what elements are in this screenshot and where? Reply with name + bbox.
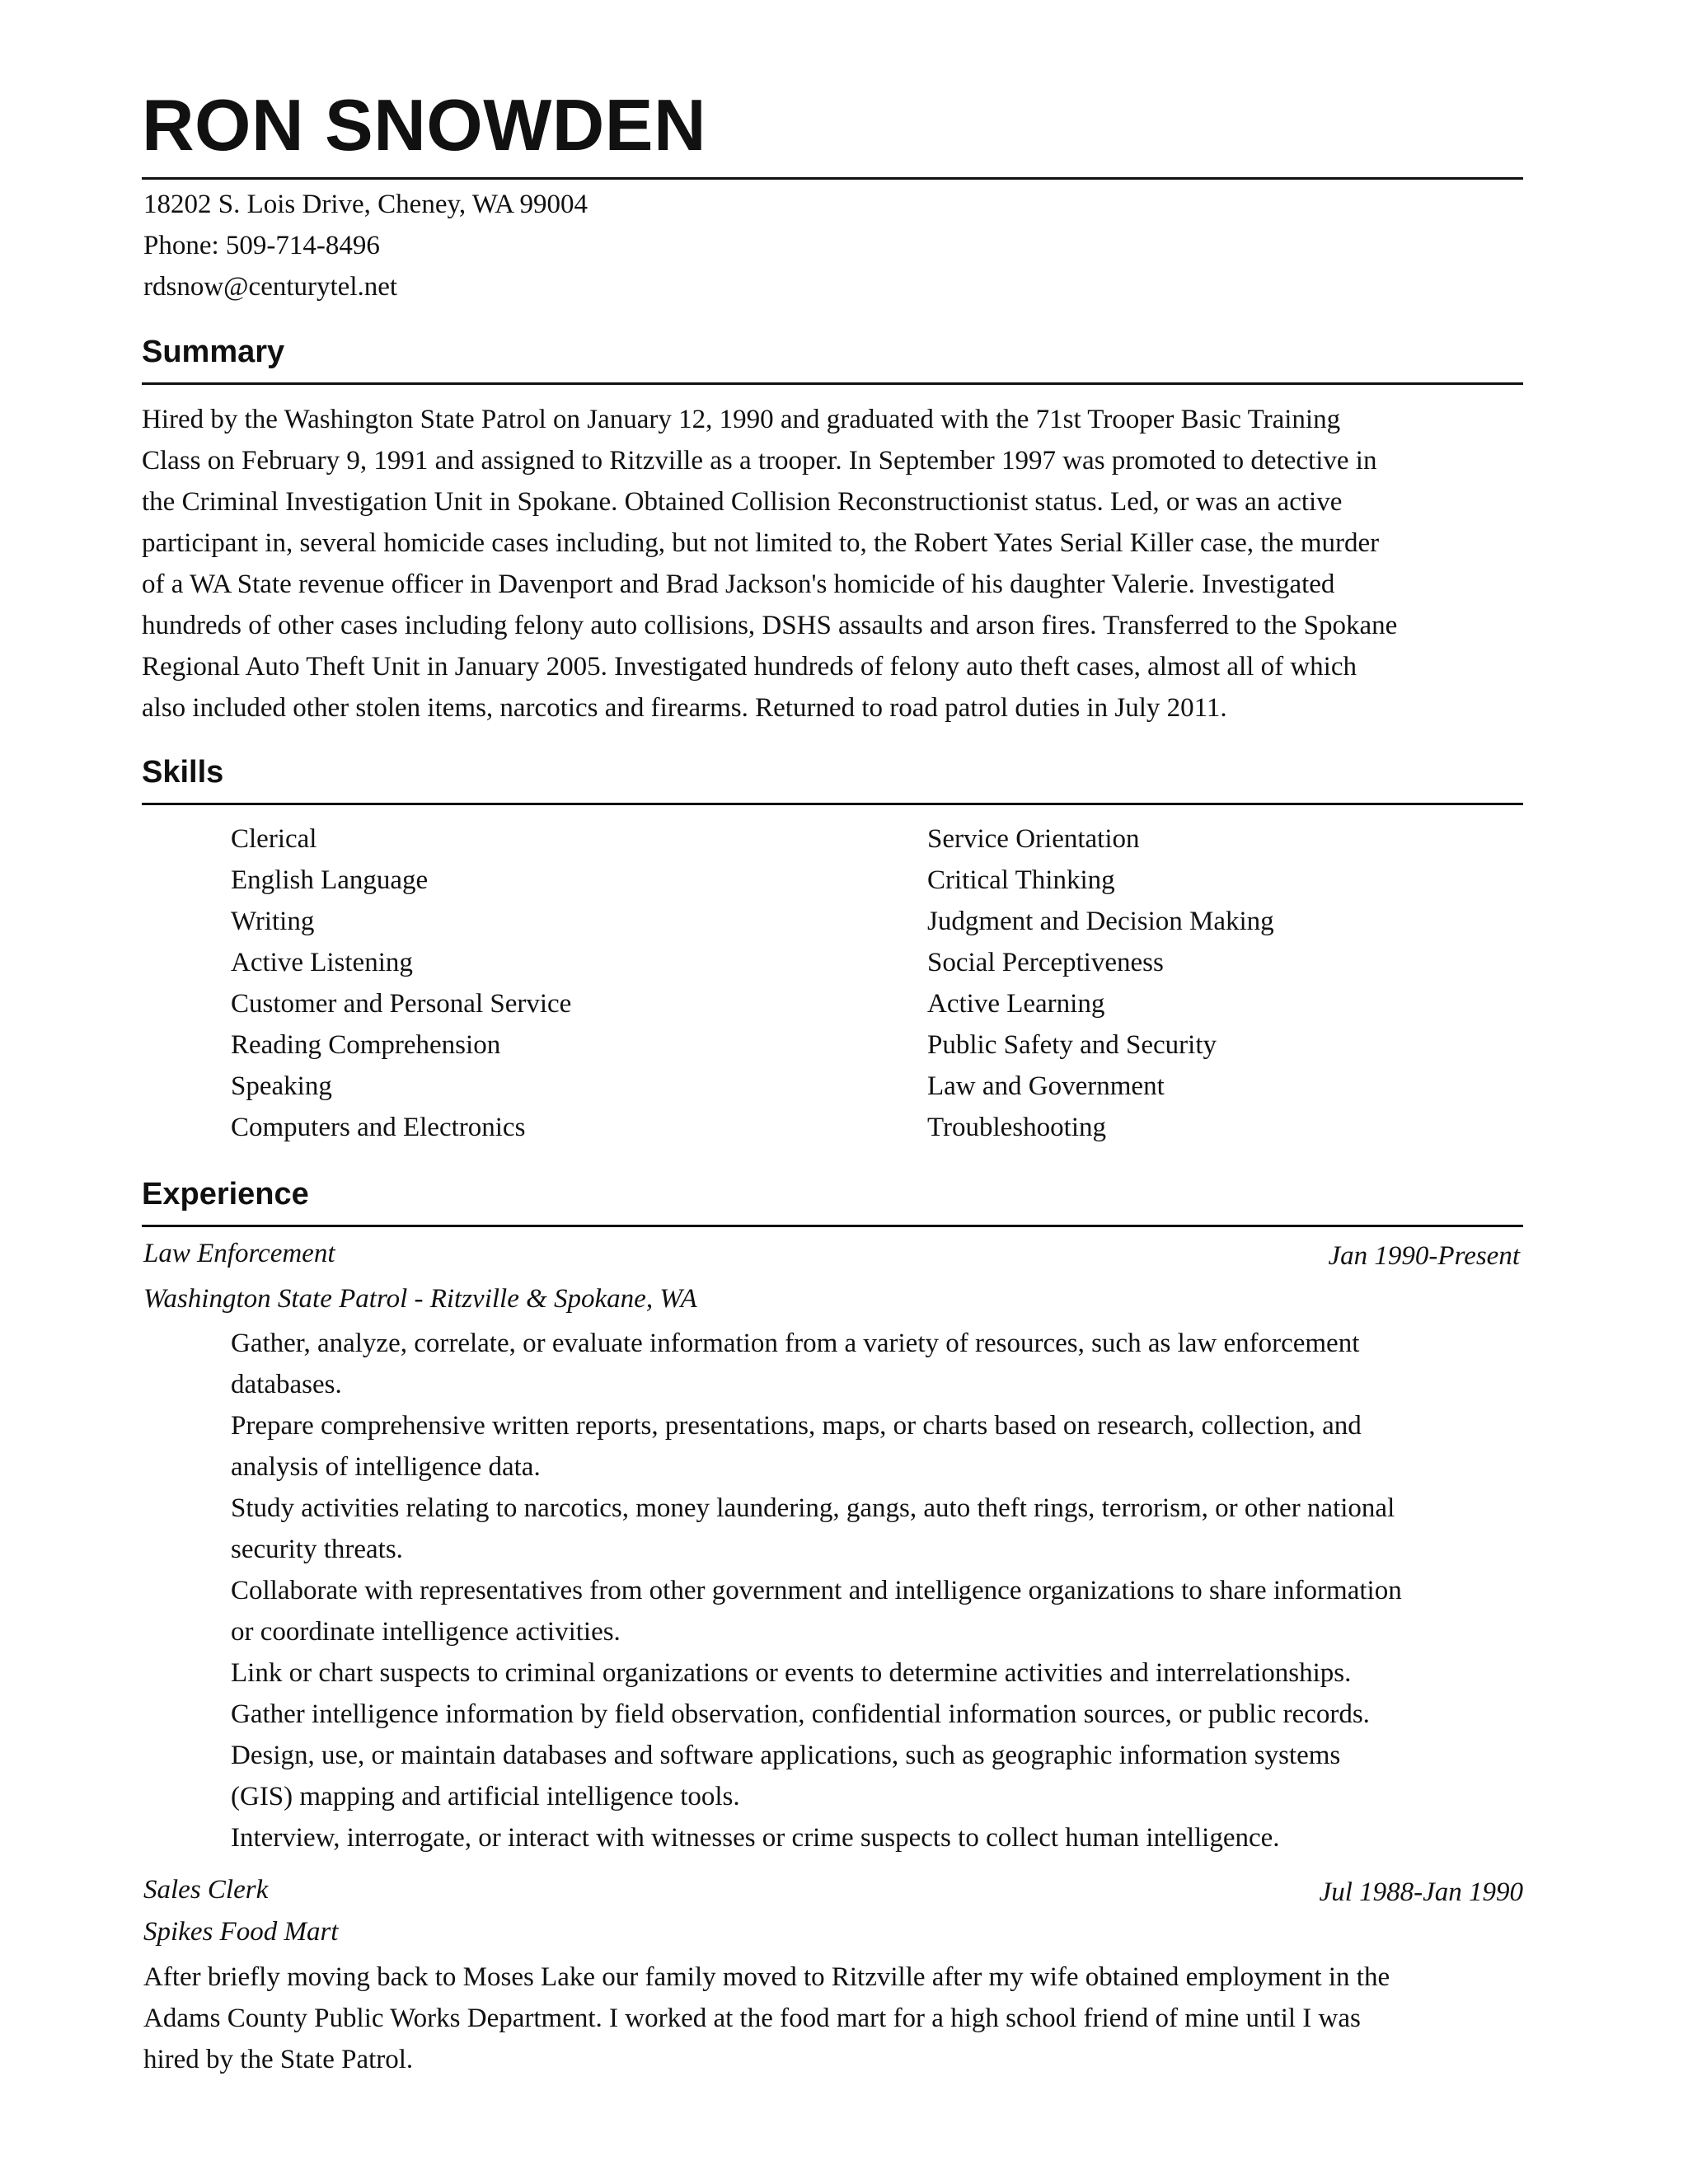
job-duties [231, 1323, 1526, 1858]
job-employer: Washington State Patrol - Ritzville & Spokane, WA [143, 1284, 697, 1314]
skills-right-column [927, 818, 1274, 1148]
summary-line: Class on February 9, 1991 and assigned to Ritzville as a trooper. In September 1997 was promoted to detective in [142, 446, 1377, 476]
job-dates: Jul 1988-Jan 1990 [1319, 1877, 1523, 1907]
skill-item: Reading Comprehension [231, 1030, 501, 1060]
job-dates: Jan 1990-Present [1328, 1241, 1520, 1271]
duty-line: Collaborate with representatives from other government and intelligence organizations to share information [231, 1576, 1402, 1605]
job-description [143, 1957, 1528, 2080]
summary-line: of a WA State revenue officer in Davenport and Brad Jackson's homicide of his daughter Valerie. Investigated [142, 569, 1335, 599]
duty-line: security threats. [231, 1535, 403, 1564]
summary-line: hundreds of other cases including felony auto collisions, DSHS assaults and arson fires. Transferred to the Spokane [142, 611, 1398, 640]
skills-heading: Skills [142, 755, 224, 790]
description-line: After briefly moving back to Moses Lake our family moved to Ritzville after my wife obtained employment in the [143, 1962, 1390, 1992]
duty-line: Design, use, or maintain databases and software applications, such as geographic information systems [231, 1741, 1341, 1770]
skill-item: English Language [231, 865, 429, 895]
header-divider [142, 177, 1523, 180]
duty-line: databases. [231, 1370, 342, 1399]
skill-item: Customer and Personal Service [231, 989, 572, 1019]
summary-divider [142, 382, 1523, 385]
duty-line: Gather intelligence information by field observation, confidential information sources, or public records. [231, 1699, 1370, 1729]
skill-item: Judgment and Decision Making [927, 907, 1274, 936]
description-line: Adams County Public Works Department. I worked at the food mart for a high school friend of mine until I was [143, 2004, 1361, 2033]
summary-heading: Summary [142, 335, 285, 369]
skill-item: Active Listening [231, 948, 413, 977]
summary-line: Regional Auto Theft Unit in January 2005. Investigated hundreds of felony auto theft cases, almost all of which [142, 652, 1357, 682]
duty-line: Link or chart suspects to criminal organizations or events to determine activities and interrelationships. [231, 1658, 1352, 1688]
duty-line: Gather, analyze, correlate, or evaluate information from a variety of resources, such as law enforcement [231, 1329, 1360, 1358]
summary-line: Hired by the Washington State Patrol on January 12, 1990 and graduated with the 71st Trooper Basic Training [142, 405, 1341, 434]
summary-text [142, 399, 1526, 729]
skill-item: Clerical [231, 824, 317, 854]
skill-item: Law and Government [927, 1071, 1165, 1101]
job-employer: Spikes Food Mart [143, 1917, 339, 1947]
summary-line: participant in, several homicide cases including, but not limited to, the Robert Yates Serial Killer case, the murder [142, 528, 1380, 558]
skill-item: Computers and Electronics [231, 1113, 526, 1142]
skill-item: Public Safety and Security [927, 1030, 1217, 1060]
skill-item: Active Learning [927, 989, 1105, 1019]
summary-line: also included other stolen items, narcotics and firearms. Returned to road patrol duties in July 2011. [142, 693, 1227, 723]
job-title: Sales Clerk [143, 1875, 269, 1905]
skill-item: Speaking [231, 1071, 332, 1101]
skill-item: Troubleshooting [927, 1113, 1106, 1142]
duty-line: Interview, interrogate, or interact with witnesses or crime suspects to collect human intelligence. [231, 1823, 1280, 1853]
duty-line: (GIS) mapping and artificial intelligence tools. [231, 1782, 740, 1811]
description-line: hired by the State Patrol. [143, 2045, 414, 2074]
duty-line: analysis of intelligence data. [231, 1452, 541, 1482]
skill-item: Writing [231, 907, 315, 936]
contact-address: 18202 S. Lois Drive, Cheney, WA 99004 [143, 190, 588, 219]
duty-line: Prepare comprehensive written reports, presentations, maps, or charts based on research, collection, and [231, 1411, 1362, 1441]
candidate-name: RON SNOWDEN [142, 84, 707, 166]
job-title: Law Enforcement [143, 1239, 335, 1268]
duty-line: Study activities relating to narcotics, money laundering, gangs, auto theft rings, terrorism, or other national [231, 1493, 1395, 1523]
skills-left-column [231, 818, 571, 1148]
experience-heading: Experience [142, 1177, 309, 1212]
contact-email: rdsnow@centurytel.net [143, 272, 398, 302]
skill-item: Social Perceptiveness [927, 948, 1164, 977]
skill-item: Service Orientation [927, 824, 1140, 854]
summary-line: the Criminal Investigation Unit in Spokane. Obtained Collision Reconstructionist status. Led, or was an active [142, 487, 1343, 517]
duty-line: or coordinate intelligence activities. [231, 1617, 621, 1647]
skill-item: Critical Thinking [927, 865, 1115, 895]
contact-phone: Phone: 509-714-8496 [143, 231, 380, 260]
experience-divider [142, 1225, 1523, 1227]
skills-divider [142, 803, 1523, 805]
